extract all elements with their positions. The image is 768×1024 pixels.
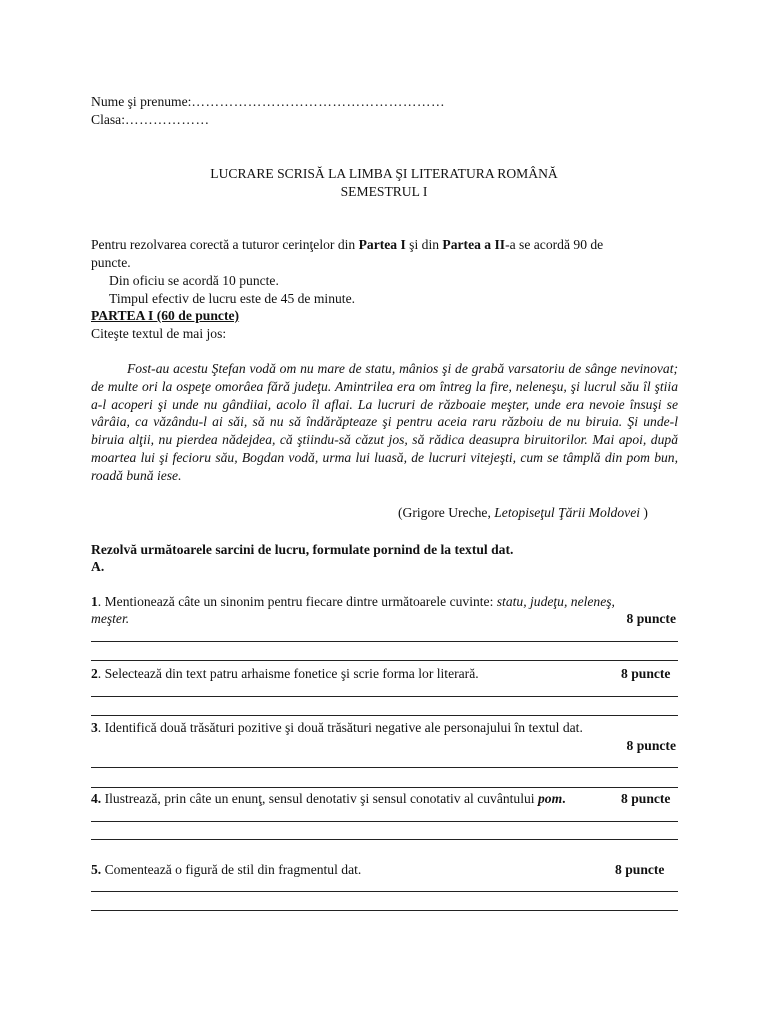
section-a-label: A. — [91, 559, 105, 574]
task-4-points: 8 puncte — [621, 791, 671, 806]
intro-time-limit: Timpul efectiv de lucru este de 45 de minute. — [109, 291, 356, 306]
answer-line[interactable] — [91, 821, 678, 822]
task-3-points: 8 puncte — [626, 738, 676, 753]
task-3 — [91, 719, 583, 736]
intro-paragraph-line2: puncte. — [91, 255, 131, 270]
task-2-points: 8 puncte — [621, 666, 671, 681]
task-5 — [91, 861, 361, 878]
answer-line[interactable] — [91, 910, 678, 911]
tasks-heading: Rezolvă următoarele sarcini de lucru, formulate pornind de la textul dat. — [91, 542, 514, 557]
part1-heading: PARTEA I (60 de puncte) — [91, 308, 240, 323]
literary-excerpt: Fost-au acestu Ştefan vodă om nu mare de statu, mânios şi de grabă varsatoriu de sânge nevinovat; de multe ori la ospeţe omorâea fără judeţu. Amintrilea era om întreg la fire, neleneşu, şi lucrul său îl ştiia a-l acoperi şi unde nu gândiiai, acolo îl aflai. La lucruri de războaie meşter, unde era nevoie însuşi se vârâia, ca văzându-l ai săi, să nu să îndărăpteaze şi pentru aceia raru războiu de nu biruia. Şi unde-l biruia alţii, nu pierdea nădejdea, că ştiindu-să căzut jos, să rădica deasupra biruitorilor. Mai apoi, după moartea lui şi fecioru său, Bogdan vodă, urma lui luasă, de lucruri vitejeşti, cum se tâmplă din pom bun, roadă bună iese. — [91, 361, 678, 483]
citation-close: ) — [640, 505, 648, 520]
task-5-points: 8 puncte — [615, 862, 665, 877]
task-keyword: pom — [537, 791, 563, 806]
document-subtitle: SEMESTRUL I — [340, 184, 428, 199]
intro-paragraph-line1 — [91, 236, 603, 253]
task-text: . Identifică două trăsături pozitive şi două trăsături negative ale personajului în textul dat. — [97, 720, 583, 735]
task-text: . Mentionează câte un sinonim pentru fiecare dintre următoarele cuvinte: — [97, 594, 497, 609]
task-2 — [91, 665, 479, 682]
task-number: 4. — [91, 791, 102, 806]
task-1-continued: meşter. — [91, 611, 130, 626]
intro-bonus-points: Din oficiu se acordă 10 puncte. — [109, 273, 279, 288]
task-number: 3 — [91, 720, 98, 735]
excerpt-citation — [398, 504, 648, 521]
task-4 — [91, 790, 566, 807]
answer-line[interactable] — [91, 641, 678, 642]
intro-text: -a se acordă 90 de — [505, 237, 604, 252]
name-field — [91, 93, 445, 110]
answer-line[interactable] — [91, 839, 678, 840]
part1-ref: Partea I — [358, 237, 406, 252]
task-text: . Selectează din text patru arhaisme fonetice şi scrie forma lor literară. — [97, 666, 479, 681]
task-number: 2 — [91, 666, 98, 681]
part2-ref: Partea a II — [442, 237, 506, 252]
intro-text: Pentru rezolvarea corectă a tuturor cerinţelor din — [91, 237, 359, 252]
answer-line[interactable] — [91, 715, 678, 716]
task-1 — [91, 593, 615, 610]
class-dots: ……………… — [124, 112, 210, 127]
intro-text: şi din — [405, 237, 443, 252]
task-keywords: statu, judeţu, neleneş, — [496, 594, 615, 609]
answer-line[interactable] — [91, 891, 678, 892]
task-text: Comentează o figură de stil din fragmentul dat. — [101, 862, 362, 877]
answer-line[interactable] — [91, 660, 678, 661]
citation-work: Letopiseţul Ţării Moldovei — [494, 505, 640, 520]
name-label: Nume şi prenume: — [91, 94, 192, 109]
task-text: Ilustrează, prin câte un enunţ, sensul denotativ şi sensul conotativ al cuvântului — [101, 791, 538, 806]
task-number: 1 — [91, 594, 98, 609]
document-title: LUCRARE SCRISĂ LA LIMBA ŞI LITERATURA ROMÂNĂ — [210, 166, 558, 181]
task-punct: . — [562, 791, 566, 806]
answer-line[interactable] — [91, 787, 678, 788]
class-label: Clasa: — [91, 112, 125, 127]
answer-line[interactable] — [91, 767, 678, 768]
task-1-points: 8 puncte — [626, 611, 676, 626]
class-field — [91, 111, 210, 128]
citation-author: (Grigore Ureche, — [398, 505, 495, 520]
task-number: 5. — [91, 862, 102, 877]
answer-line[interactable] — [91, 696, 678, 697]
read-instruction: Citeşte textul de mai jos: — [91, 326, 227, 341]
name-dots: ……………………………………………… — [191, 94, 446, 109]
